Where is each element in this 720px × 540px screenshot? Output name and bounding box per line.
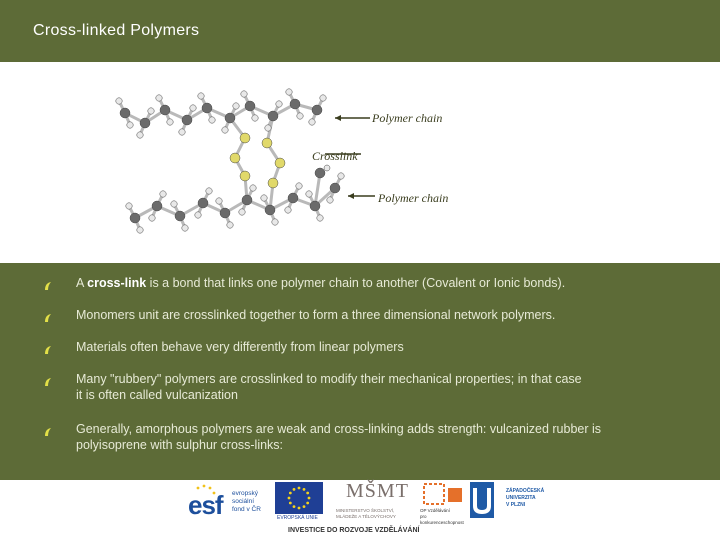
- bullet-text: Materials often behave very differently from linear polymers: [76, 340, 404, 354]
- bullet-text: A cross-link is a bond that links one polymer chain to another (Covalent or Ionic bonds).: [76, 276, 566, 290]
- polymer-chain-label-bottom: Polymer chain: [378, 191, 449, 205]
- op-logo: OP Vzdělávání pro konkurenceschopnost: [420, 482, 470, 522]
- university-logo: ZÁPADOČESKÁ UNIVERZITA V PLZNI: [470, 482, 550, 522]
- msmt-logo: MŠMT MINISTERSTVO ŠKOLSTVÍ, MLÁDEŽE A TĚLOVÝCHOVY: [336, 480, 409, 519]
- op-logo-icon: [420, 482, 470, 508]
- footer-tagline: INVESTICE DO ROZVOJE VZDĚLÁVÁNÍ: [288, 527, 420, 534]
- bullet-mark-icon: [44, 427, 52, 437]
- bullet-text: Many "rubbery" polymers are crosslinked to modify their mechanical properties; in that case it is often called vulcanization: [76, 372, 582, 402]
- university-logo-icon: [470, 482, 494, 518]
- slide-title: Cross-linked Polymers: [33, 22, 200, 39]
- crosslink-label: Crosslink: [312, 149, 358, 163]
- bullet-text: Generally, amorphous polymers are weak and cross-linking adds strength: vulcanized rubber is polyisoprene with sulphur cross-links:: [76, 422, 602, 452]
- polymer-chain-label-top: Polymer chain: [372, 111, 443, 125]
- bullet-mark-icon: [44, 377, 52, 387]
- bullet-text: Monomers unit are crosslinked together to form a three dimensional network polymers.: [76, 308, 556, 322]
- esf-logo: esf evropský sociální fond v ČR: [188, 482, 272, 522]
- bullet-mark-icon: [44, 313, 52, 323]
- bullet-mark-icon: [44, 345, 52, 355]
- footer-logo-strip: [0, 480, 720, 540]
- eu-flag-icon: [275, 482, 323, 514]
- bullet-mark-icon: [44, 281, 52, 291]
- eu-logo: EVROPSKÁ UNIE: [275, 482, 323, 522]
- bullet-panel: [0, 263, 720, 480]
- title-bar: [0, 0, 720, 62]
